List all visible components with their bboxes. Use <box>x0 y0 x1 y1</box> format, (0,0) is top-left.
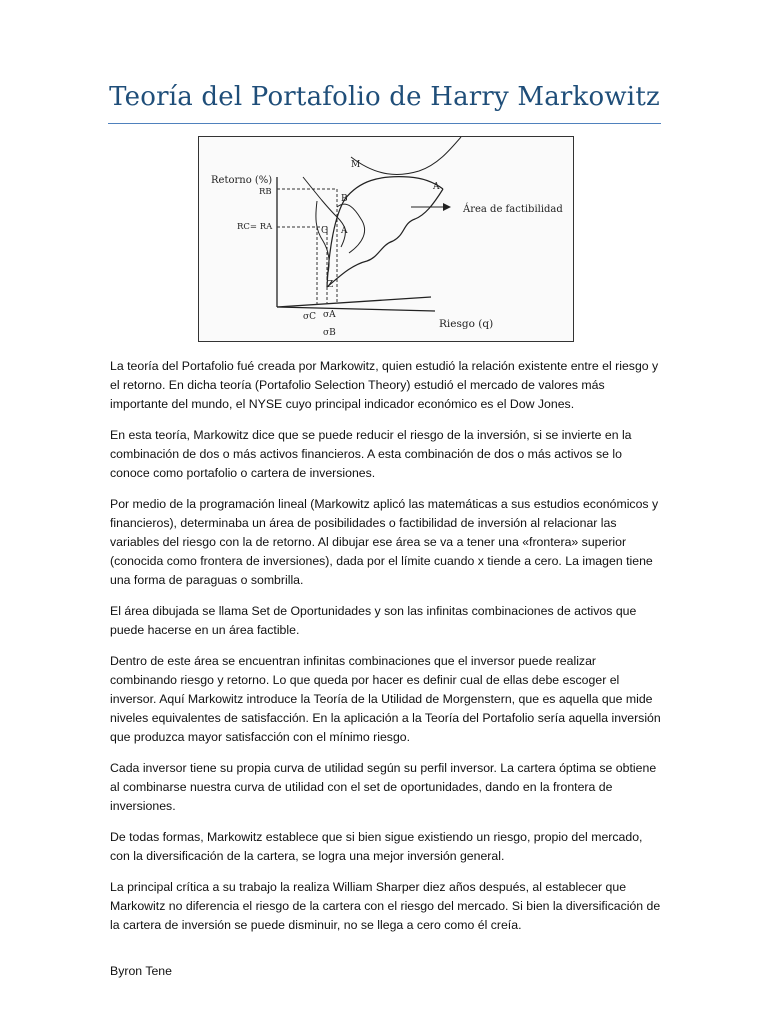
markowitz-diagram <box>198 136 574 342</box>
paragraph: Cada inversor tiene su propia curva de utilidad según su perfil inversor. La cartera óptima se obtiene al combinarse nuestra curva de utilidad con el set de oportunidades, dando en la frontera de inversiones. <box>110 761 657 813</box>
x-tick-sigma-a: σA <box>323 310 336 320</box>
y-tick-rb: RB <box>259 187 272 197</box>
x-axis <box>277 297 431 307</box>
x-tick-sigma-c: σC <box>303 312 317 322</box>
x-axis-ext <box>277 307 435 311</box>
point-b: B <box>341 194 348 204</box>
title-underline <box>108 123 661 124</box>
paragraph: De todas formas, Markowitz establece que si bien sigue existiendo un riesgo, propio del mercado, con la diversificación de la cartera, se logra una mejor inversión general. <box>110 830 643 863</box>
page-title: Teoría del Portafolio de Harry Markowitz <box>109 82 660 112</box>
point-z: Z <box>327 280 334 290</box>
paragraph: Por medio de la programación lineal (Markowitz aplicó las matemáticas a sus estudios económicos y financieros), determinaba un área de posibilidades o factibilidad de inversión al relacionar las variables del riesgo con la de retorno. Al dibujar ese área se va a tener una «frontera» superior (conocida como frontera de inversiones), dada por el límite cuando x tiende a cero. La imagen tiene una forma de paraguas o sombrilla. <box>110 497 659 587</box>
diagram-svg <box>199 137 573 341</box>
paragraph: En esta teoría, Markowitz dice que se puede reducir el riesgo de la inversión, si se invierte en la combinación de dos o más activos financieros. A esta combinación de dos o más activos se lo conoce como portafolio o cartera de inversiones. <box>110 428 632 480</box>
x-axis-label: Riesgo (q) <box>439 318 494 330</box>
author-signature: Byron Tene <box>110 964 172 978</box>
area-label: Área de factibilidad <box>463 204 563 215</box>
paragraph: La teoría del Portafolio fué creada por Markowitz, quien estudió la relación existente entre el riesgo y el retorno. En dicha teoría (Portafolio Selection Theory) estudió el mercado de valores más importante del mundo, el NYSE cuyo principal indicador económico es el Dow Jones. <box>110 359 659 411</box>
y-tick-rc-ra: RC= RA <box>237 222 273 232</box>
utility-curve-3 <box>351 137 461 174</box>
x-tick-sigma-b: σB <box>323 328 336 338</box>
point-a-upper: A <box>433 182 440 192</box>
point-a: A <box>341 226 348 236</box>
area-arrowhead <box>443 203 451 211</box>
paragraph: Dentro de este área se encuentran infinitas combinaciones que el inversor puede realizar combinando riesgo y retorno. Lo que queda por hacer es definir cual de ellas debe escoger el inversor. Aquí Markowitz introduce la Teoría de la Utilidad de Morgenstern, que es aquella que mide niveles equivalentes de satisfacción. En la aplicación a la Teoría del Portafolio sería aquella inversión que produzca mayor satisfacción con el mínimo riesgo. <box>110 654 661 744</box>
point-g: G <box>321 226 329 236</box>
paragraph: La principal crítica a su trabajo la realiza William Sharper diez años después, al establecer que Markowitz no diferencia el riesgo de la cartera con el riesgo del mercado. Si bien la diversificación de la cartera de inversión se puede disminuir, no se llega a cero como él creía. <box>110 880 661 932</box>
paragraph: El área dibujada se llama Set de Oportunidades y son las infinitas combinaciones de activos que puede hacerse en un área factible. <box>110 604 637 637</box>
y-axis-label: Retorno (%) <box>211 175 273 186</box>
point-m: M <box>351 160 361 170</box>
article-body <box>110 357 662 947</box>
